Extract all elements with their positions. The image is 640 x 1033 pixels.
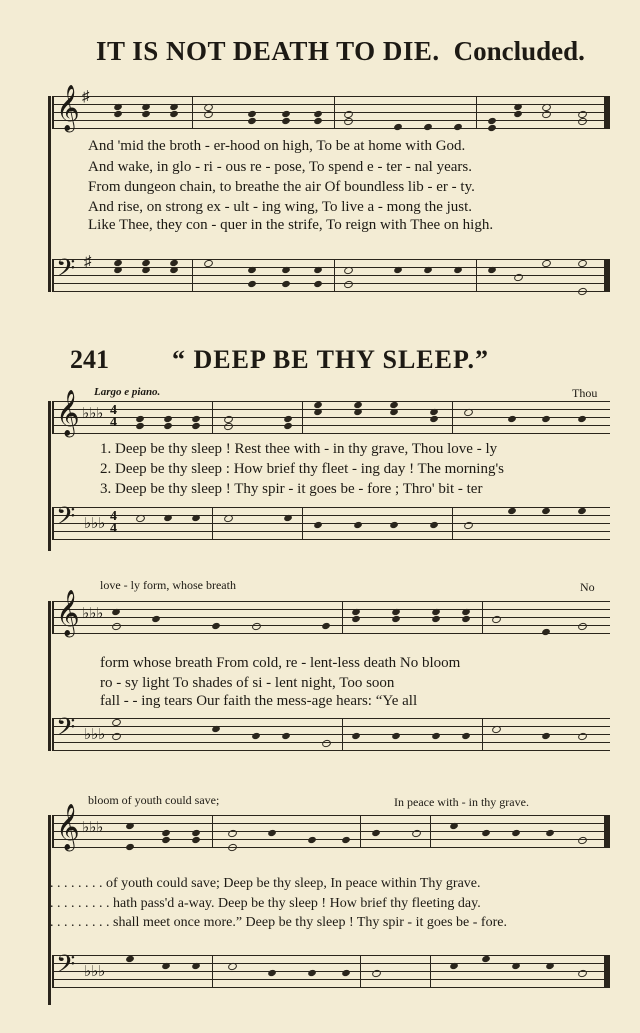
bass-staff <box>52 254 610 292</box>
treble-clef-icon: 𝄞 <box>56 390 80 436</box>
system-brace <box>48 96 51 292</box>
flat-icon: ♭♭♭ <box>84 516 106 532</box>
cue-lyric-3: bloom of youth could save; <box>88 793 220 807</box>
flat-icon: ♭♭♭ <box>84 727 106 743</box>
verse-3-line-2: fall - - ing tears Our faith the mess-age hears: “Ye all <box>100 693 418 709</box>
flat-icon: ♭♭♭ <box>82 606 104 622</box>
lyric-line-4: And rise, on strong ex - ult - ing wing, To live a - mong the just. <box>88 199 473 215</box>
sharp-icon: ♯ <box>82 89 90 105</box>
hymn-title-concluded <box>96 36 585 67</box>
lyric-line-2: And wake, in glo - ri - ous re - pose, To spend e - ter - nal years. <box>88 159 472 175</box>
lyric-line-1: And 'mid the broth - er-hood on high, To be at home with God. <box>88 138 466 154</box>
bass-clef-icon: 𝄢 <box>56 713 76 748</box>
verse-1-line-2: form whose breath From cold, re - lent-less death No bloom <box>100 655 461 671</box>
flat-icon: ♭♭♭ <box>82 406 104 422</box>
treble-clef-icon: 𝄞 <box>56 590 80 636</box>
cue-word-thou: Thou <box>572 386 598 400</box>
treble-clef-icon: 𝄞 <box>56 85 80 131</box>
lyric-line-3: From dungeon chain, to breathe the air Of boundless lib - er - ty. <box>88 179 475 195</box>
cue-lyric-3-end: In peace with - in thy grave. <box>394 795 529 809</box>
bass-clef-icon: 𝄢 <box>56 254 76 289</box>
verse-1-line-3: . . . . . . . . of youth could save; Deep be thy sleep, In peace within Thy grave. <box>50 876 481 891</box>
bass-staff-2: 𝄢 ♭♭♭ 4 4 <box>52 507 610 540</box>
flat-icon: ♭♭♭ <box>82 820 104 836</box>
verse-2-line: 2. Deep be thy sleep : How brief thy fleet - ing day ! The morning's <box>100 461 504 477</box>
sharp-icon: ♯ <box>84 254 92 270</box>
concluded-label: Concluded. <box>453 36 585 66</box>
cue-lyric-2: love - ly form, whose breath <box>100 578 236 592</box>
flat-icon: ♭♭♭ <box>84 964 106 980</box>
bass-staff-3 <box>52 713 610 751</box>
verse-2-line-3: . . . . . . . . . hath pass'd a-way. Deep be thy sleep ! How brief thy fleeting day. <box>50 896 481 911</box>
verse-2-line-2: ro - sy light To shades of si - lent night, Too soon <box>100 675 395 691</box>
cue-word-no: No <box>580 580 595 594</box>
time-signature: 4 4 <box>110 403 117 430</box>
tempo-marking: Largo e piano. <box>94 386 161 398</box>
treble-clef-icon: 𝄞 <box>56 804 80 850</box>
verse-3-line: 3. Deep be thy sleep ! Thy spir - it goes be - fore ; Thro' bit - ter <box>100 481 483 497</box>
treble-staff-3 <box>52 590 610 636</box>
hymn-title-2: “ DEEP BE THY SLEEP.” <box>172 345 489 374</box>
bass-staff-4 <box>52 950 610 988</box>
lyric-line-5: Like Thee, they con - quer in the strife, To reign with Thee on high. <box>88 217 494 233</box>
verse-1-line: 1. Deep be thy sleep ! Rest thee with - in thy grave, Thou love - ly <box>100 441 498 457</box>
hymn-number: 241 <box>70 345 109 374</box>
hymn-title: IT IS NOT DEATH TO DIE. <box>96 36 440 66</box>
bass-clef-icon: 𝄢 <box>56 950 76 985</box>
treble-staff-4 <box>52 804 610 850</box>
bass-clef-icon: 𝄢 <box>56 502 76 537</box>
treble-staff <box>52 85 610 131</box>
verse-3-line-3: . . . . . . . . . shall meet once more.” Deep be thy sleep ! Thy spir - it goes be - fore. <box>50 915 507 930</box>
